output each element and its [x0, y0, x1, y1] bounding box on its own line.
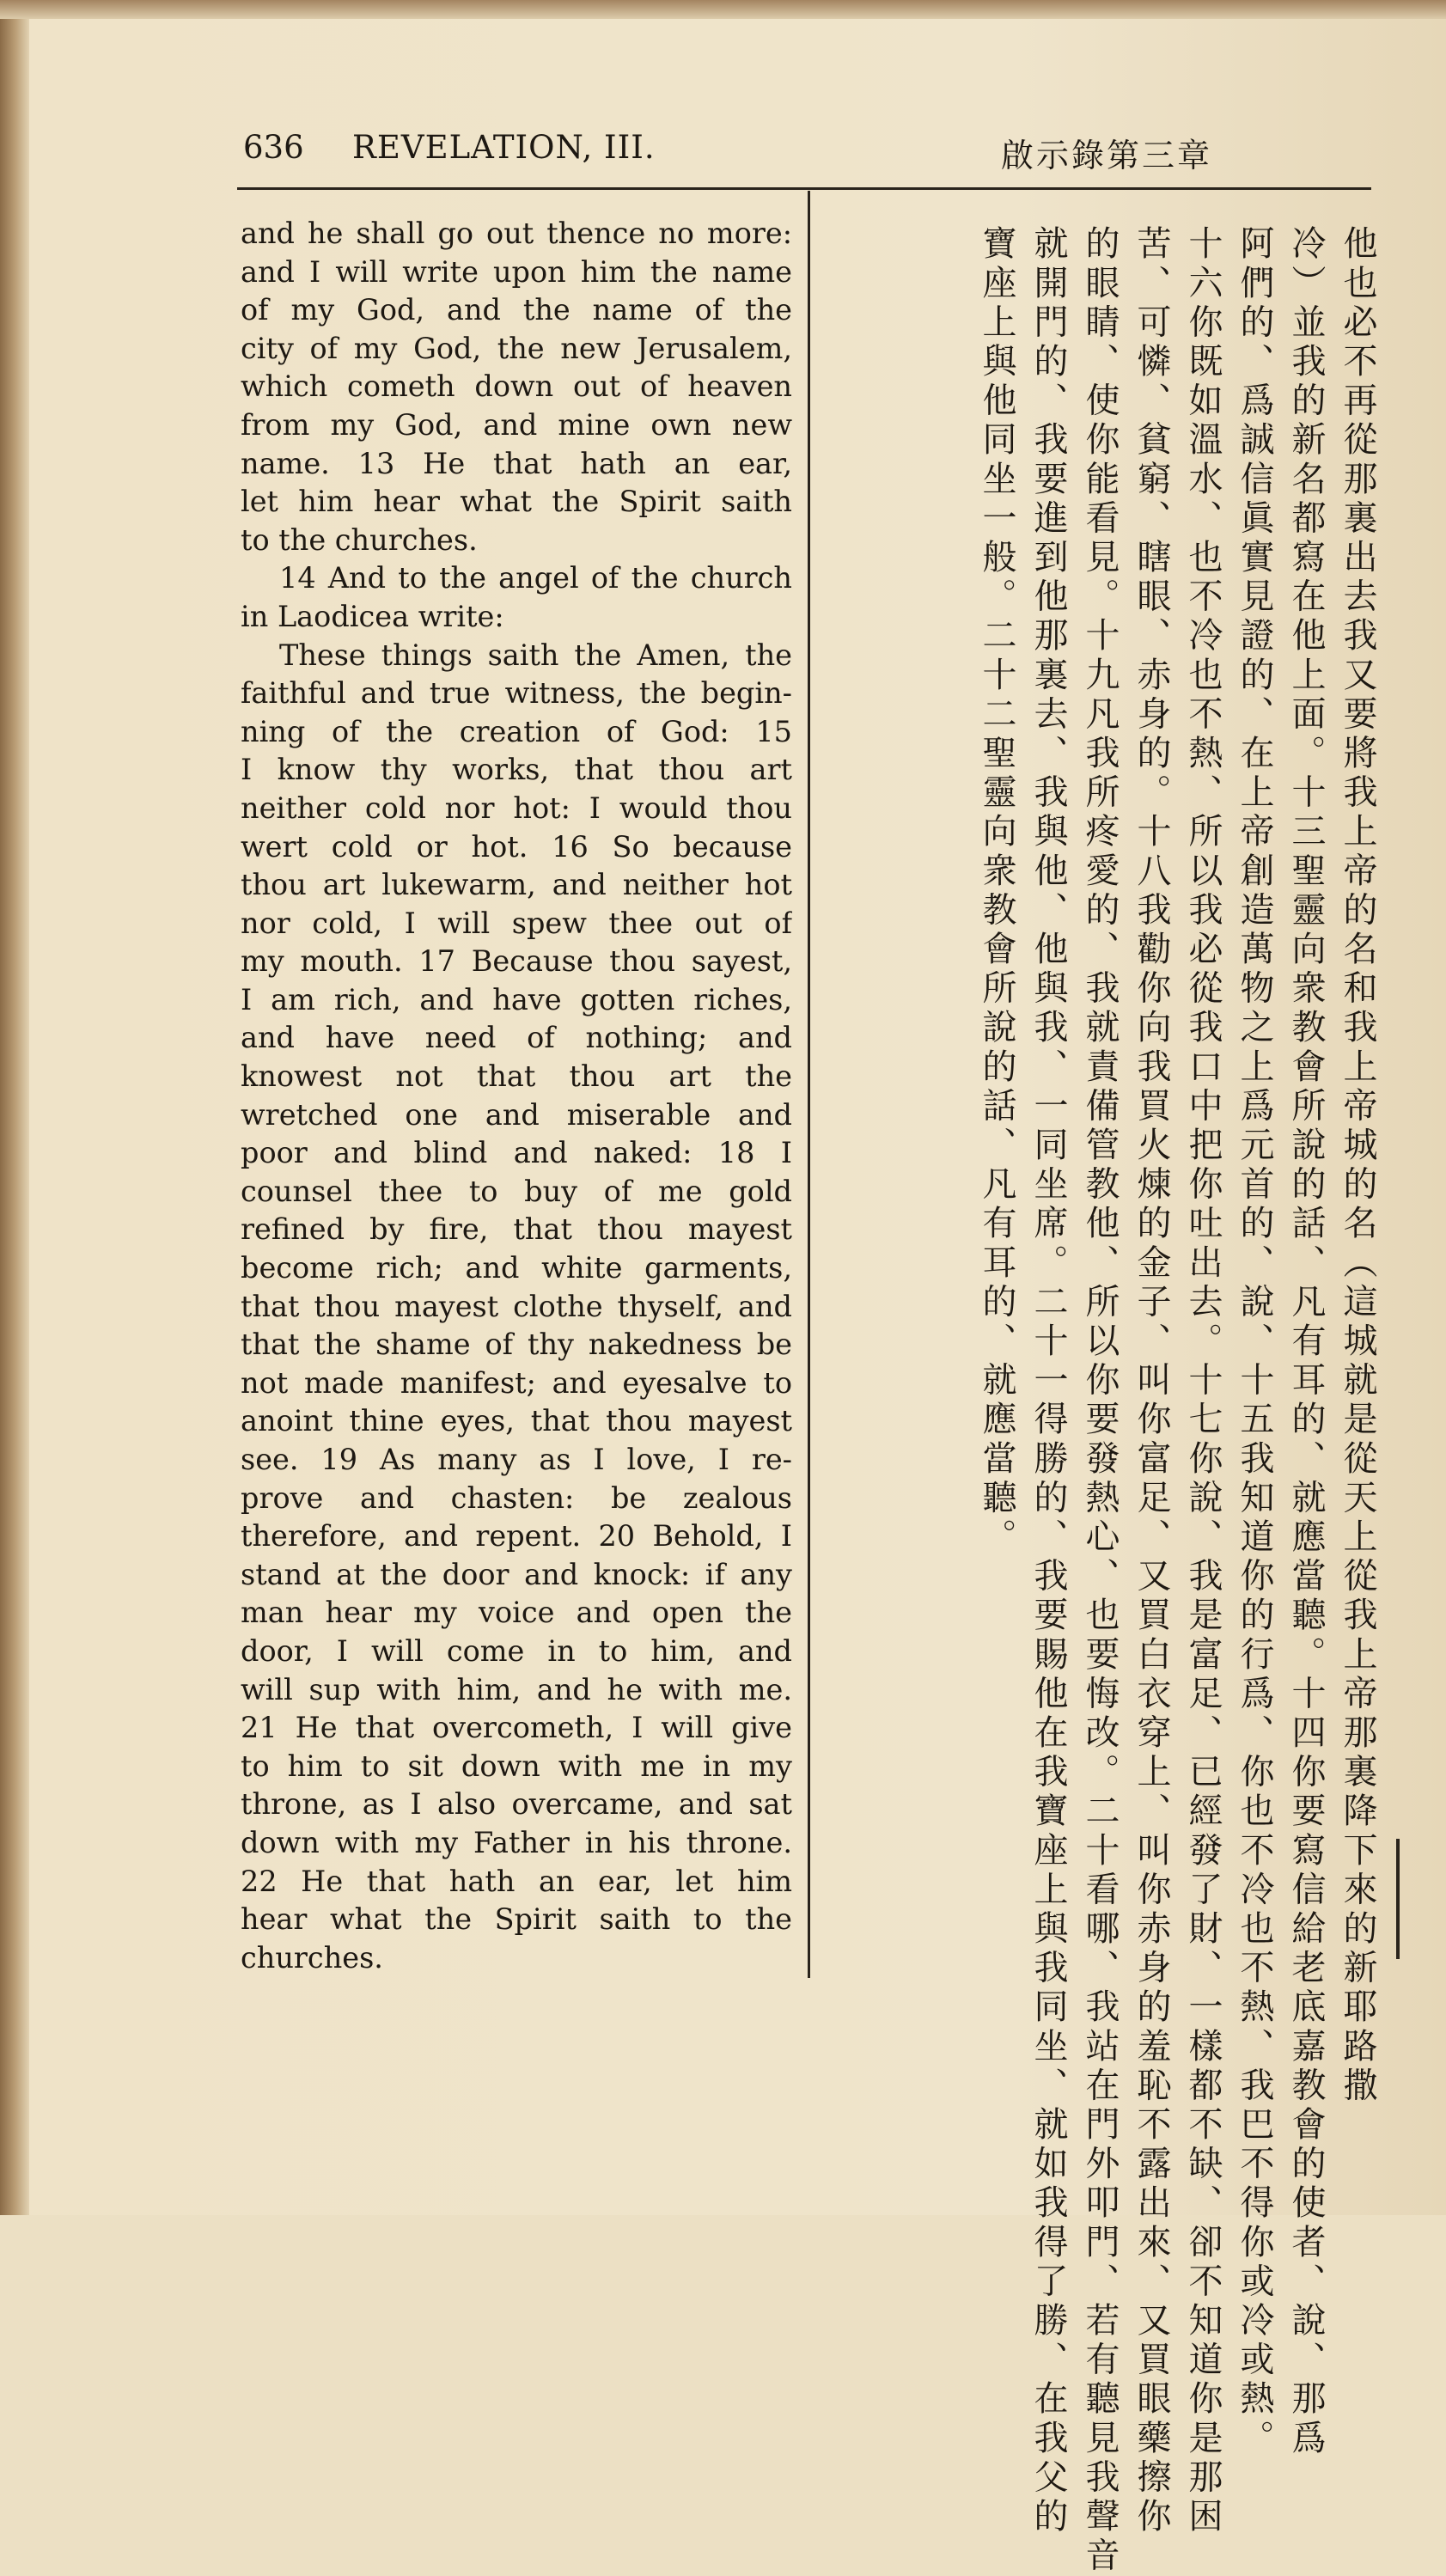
- english-line: 14 And to the angel of the church: [279, 561, 792, 595]
- english-line: counsel thee to buy of me gold: [241, 1174, 792, 1208]
- english-line: throne, as I also overcame, and sat: [241, 1787, 792, 1822]
- header-rule: [237, 187, 1371, 190]
- english-line: and I will write upon him the name: [241, 254, 792, 289]
- english-line: poor and blind and naked: 18 I: [241, 1136, 792, 1170]
- english-line: see. 19 As many as I love, I re-: [241, 1443, 792, 1476]
- english-line: faithful and true witness, the begin-: [241, 676, 792, 711]
- chinese-line: 苦、可憐、貧窮、瞎眼、赤身的。十八我勸你向我買火煉的金子、叫你富足、又買白衣穿上、叫你赤身的羞恥不露出來、又買眼藥擦你: [1132, 225, 1171, 2537]
- english-line: become rich; and white garments,: [241, 1251, 792, 1285]
- english-line: and he shall go out thence no more:: [241, 217, 792, 250]
- english-line: refined by fire, that thou mayest: [241, 1212, 792, 1247]
- english-line: ning of the creation of God: 15: [241, 714, 792, 748]
- english-line: will sup with him, and he with me.: [241, 1672, 792, 1706]
- english-line: churches.: [241, 1940, 383, 1975]
- english-line: that thou mayest clothe thyself, and: [241, 1289, 792, 1323]
- english-line: that the shame of thy nakedness be: [241, 1328, 792, 1362]
- page-edge-left: [0, 0, 29, 2215]
- english-line: knowest not that thou art the: [241, 1059, 792, 1094]
- chinese-line: 冷）並我的新名都寫在他上面。十三聖靈向衆教會所說的話、凡有耳的、就應當聽。十四你要寫信給老底嘉教會的使者、說、那爲: [1286, 225, 1326, 2459]
- running-head: REVELATION, III.: [352, 129, 656, 166]
- english-line: in Laodicea write:: [241, 599, 504, 633]
- english-line: I know thy works, that thou art: [241, 753, 792, 787]
- english-line: therefore, and repent. 20 Behold, I: [241, 1519, 792, 1554]
- chinese-line: 他也必不再從那裏出去我又要將我上帝的名和我上帝城的名（這城就是從天上從我上帝那裏降下來的新耶路撒: [1338, 225, 1377, 2106]
- english-line: and have need of nothing; and: [241, 1021, 792, 1055]
- english-line: name. 13 He that hath an ear,: [241, 446, 792, 480]
- english-column: [241, 215, 792, 1977]
- english-line: 22 He that hath an ear, let him: [241, 1864, 792, 1898]
- chinese-column: [816, 225, 1383, 2576]
- english-line: nor cold, I will spew thee out of: [241, 906, 792, 940]
- english-line: my mouth. 17 Because thou sayest,: [241, 944, 792, 979]
- english-line: to him to sit down with me in my: [241, 1749, 792, 1783]
- cn-running-head: 啟示錄第三章: [1001, 137, 1213, 174]
- margin-bar: [1396, 1839, 1400, 1959]
- chinese-line: 寶座上與他同坐一般。二十二聖靈向衆教會所說的話、凡有耳的、就應當聽。: [977, 225, 1016, 1558]
- english-line: stand at the door and knock: if any: [241, 1557, 792, 1591]
- english-line: These things saith the Amen, the: [279, 638, 792, 672]
- english-line: which cometh down out of heaven: [241, 369, 792, 404]
- english-line: anoint thine eyes, that thou mayest: [241, 1404, 792, 1438]
- column-rule: [808, 191, 810, 1978]
- english-line: of my God, and the name of the: [241, 293, 792, 327]
- english-line: wert cold or hot. 16 So because: [241, 829, 792, 864]
- chinese-line: 的眼睛、使你能看見。十九凡我所疼愛的、我就責備管教他、所以你要發熱心、也要悔改。二十看哪、我站在門外叩門、若有聽見我聲音: [1080, 225, 1120, 2576]
- english-line: 21 He that overcometh, I will give: [241, 1711, 792, 1745]
- english-line: let him hear what the Spirit saith: [241, 485, 792, 519]
- english-line: down with my Father in his throne.: [241, 1825, 792, 1859]
- english-line: door, I will come in to him, and: [241, 1633, 792, 1668]
- english-line: city of my God, the new Jerusalem,: [241, 331, 792, 365]
- page-number: 636: [243, 129, 304, 166]
- english-line: hear what the Spirit saith to the: [241, 1902, 792, 1937]
- english-line: wretched one and miserable and: [241, 1097, 792, 1132]
- english-line: from my God, and mine own new: [241, 407, 792, 442]
- chinese-line: 十六你既如溫水、也不冷也不熱、所以我必從我口中把你吐出去。十七你說、我是富足、已經發了財、一樣都不缺、卻不知道你是那困: [1183, 225, 1223, 2537]
- english-line: neither cold nor hot: I would thou: [241, 791, 792, 825]
- english-line: to the churches.: [241, 522, 478, 557]
- chinese-line: 就開門的、我要進到他那裏去、我與他、他與我、一同坐席。二十一得勝的、我要賜他在我寶座上與我同坐、就如我得了勝、在我父的: [1028, 225, 1068, 2537]
- english-line: prove and chasten: be zealous: [241, 1480, 792, 1515]
- english-line: thou art lukewarm, and neither hot: [241, 868, 792, 902]
- english-line: I am rich, and have gotten riches,: [241, 982, 792, 1016]
- english-line: not made manifest; and eyesalve to: [241, 1365, 792, 1400]
- chinese-line: 阿們的、爲誠信眞實見證的、在上帝創造萬物之上爲元首的、說、十五我知道你的行爲、你也不冷也不熱、我巴不得你或冷或熱。: [1235, 225, 1274, 2459]
- english-line: man hear my voice and open the: [241, 1596, 792, 1630]
- page-edge-top: [0, 0, 1446, 19]
